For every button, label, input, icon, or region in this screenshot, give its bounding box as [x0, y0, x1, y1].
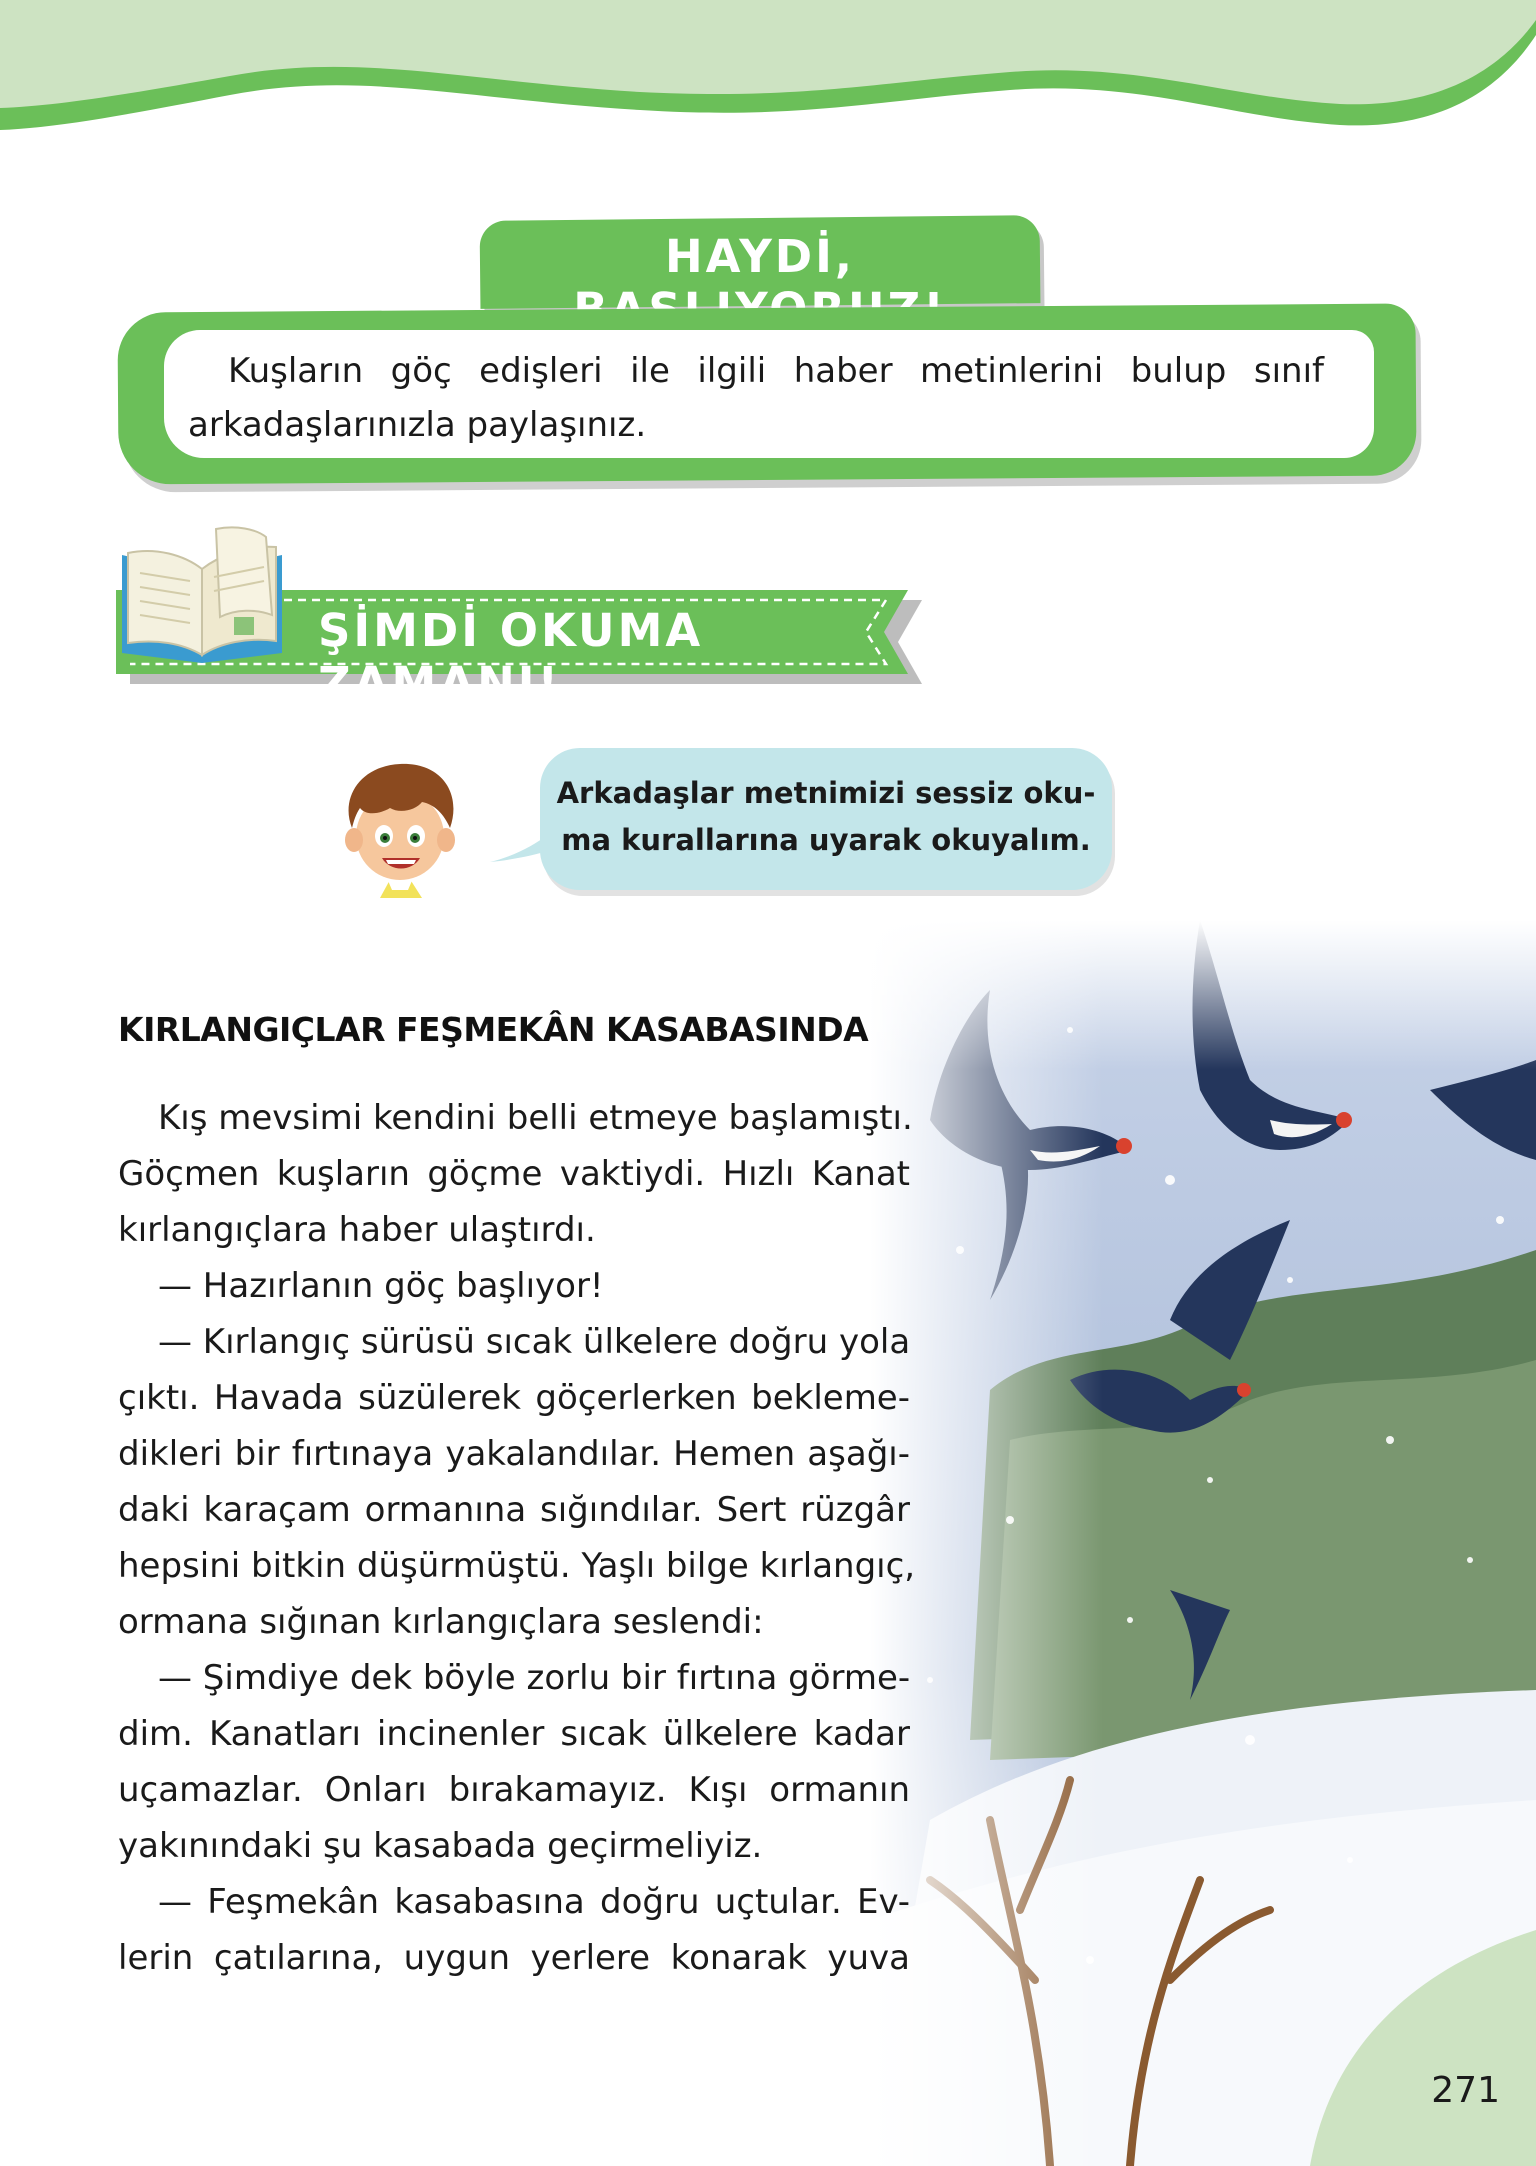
top-wave-decoration	[0, 0, 1536, 160]
corner-decoration	[1290, 1930, 1536, 2166]
speech-bubble-line-1: Arkadaşlar metnimizi sessiz oku-	[556, 776, 1096, 810]
story-line: hepsini bitkin düşürmüştü. Yaşlı bilge kırlangıç,	[118, 1546, 916, 1586]
story-line: çıktı. Havada süzülerek göçerlerken bekleme-	[118, 1378, 910, 1418]
haydi-instruction-text: Kuşların göç edişleri ile ilgili haber metinlerini bulup sınıf arkadaşlarınızla paylaşınız.	[188, 351, 1324, 445]
simdi-heading: ŞİMDİ OKUMA ZAMANI!	[318, 604, 704, 710]
story-line: — Şimdiye dek böyle zorlu bir fırtına görme-	[158, 1658, 911, 1698]
story-line: ormana sığınan kırlangıçlara seslendi:	[118, 1602, 764, 1642]
story-line: Göçmen kuşların göçme vaktiydi. Hızlı Kanat	[118, 1154, 910, 1194]
story-line: kırlangıçlara haber ulaştırdı.	[118, 1210, 596, 1250]
open-book-icon	[116, 525, 288, 665]
story-line: — Kırlangıç sürüsü sıcak ülkelere doğru yola	[158, 1322, 911, 1362]
story-line: dim. Kanatları incinenler sıcak ülkelere kadar	[118, 1714, 910, 1754]
story-title: KIRLANGIÇLAR FEŞMEKÂN KASABASINDA	[118, 1010, 869, 1049]
story-line: uçamazlar. Onları bırakamayız. Kışı ormanın	[118, 1770, 910, 1810]
story-line: — Hazırlanın göç başlıyor!	[158, 1266, 604, 1306]
story-line: daki karaçam ormanına sığındılar. Sert rüzgâr	[118, 1490, 910, 1530]
speech-bubble-text	[556, 770, 1096, 864]
haydi-heading: HAYDİ,	[665, 230, 855, 283]
story-line: lerin çatılarına, uygun yerlere konarak yuva	[118, 1938, 910, 1978]
story-line: dikleri bir fırtınaya yakalandılar. Hemen aşağı-	[118, 1434, 910, 1474]
story-line: — Feşmekân kasabasına doğru uçtular. Ev-	[158, 1882, 910, 1922]
story-line: yakınındaki şu kasabada geçirmeliyiz.	[118, 1826, 763, 1866]
speech-bubble-line-2: ma kurallarına uyarak okuyalım.	[561, 823, 1091, 857]
story-line: Kış mevsimi kendini belli etmeye başlamıştı.	[158, 1098, 913, 1138]
boy-character-illustration	[330, 758, 470, 904]
page-number: 271	[1431, 2070, 1500, 2111]
